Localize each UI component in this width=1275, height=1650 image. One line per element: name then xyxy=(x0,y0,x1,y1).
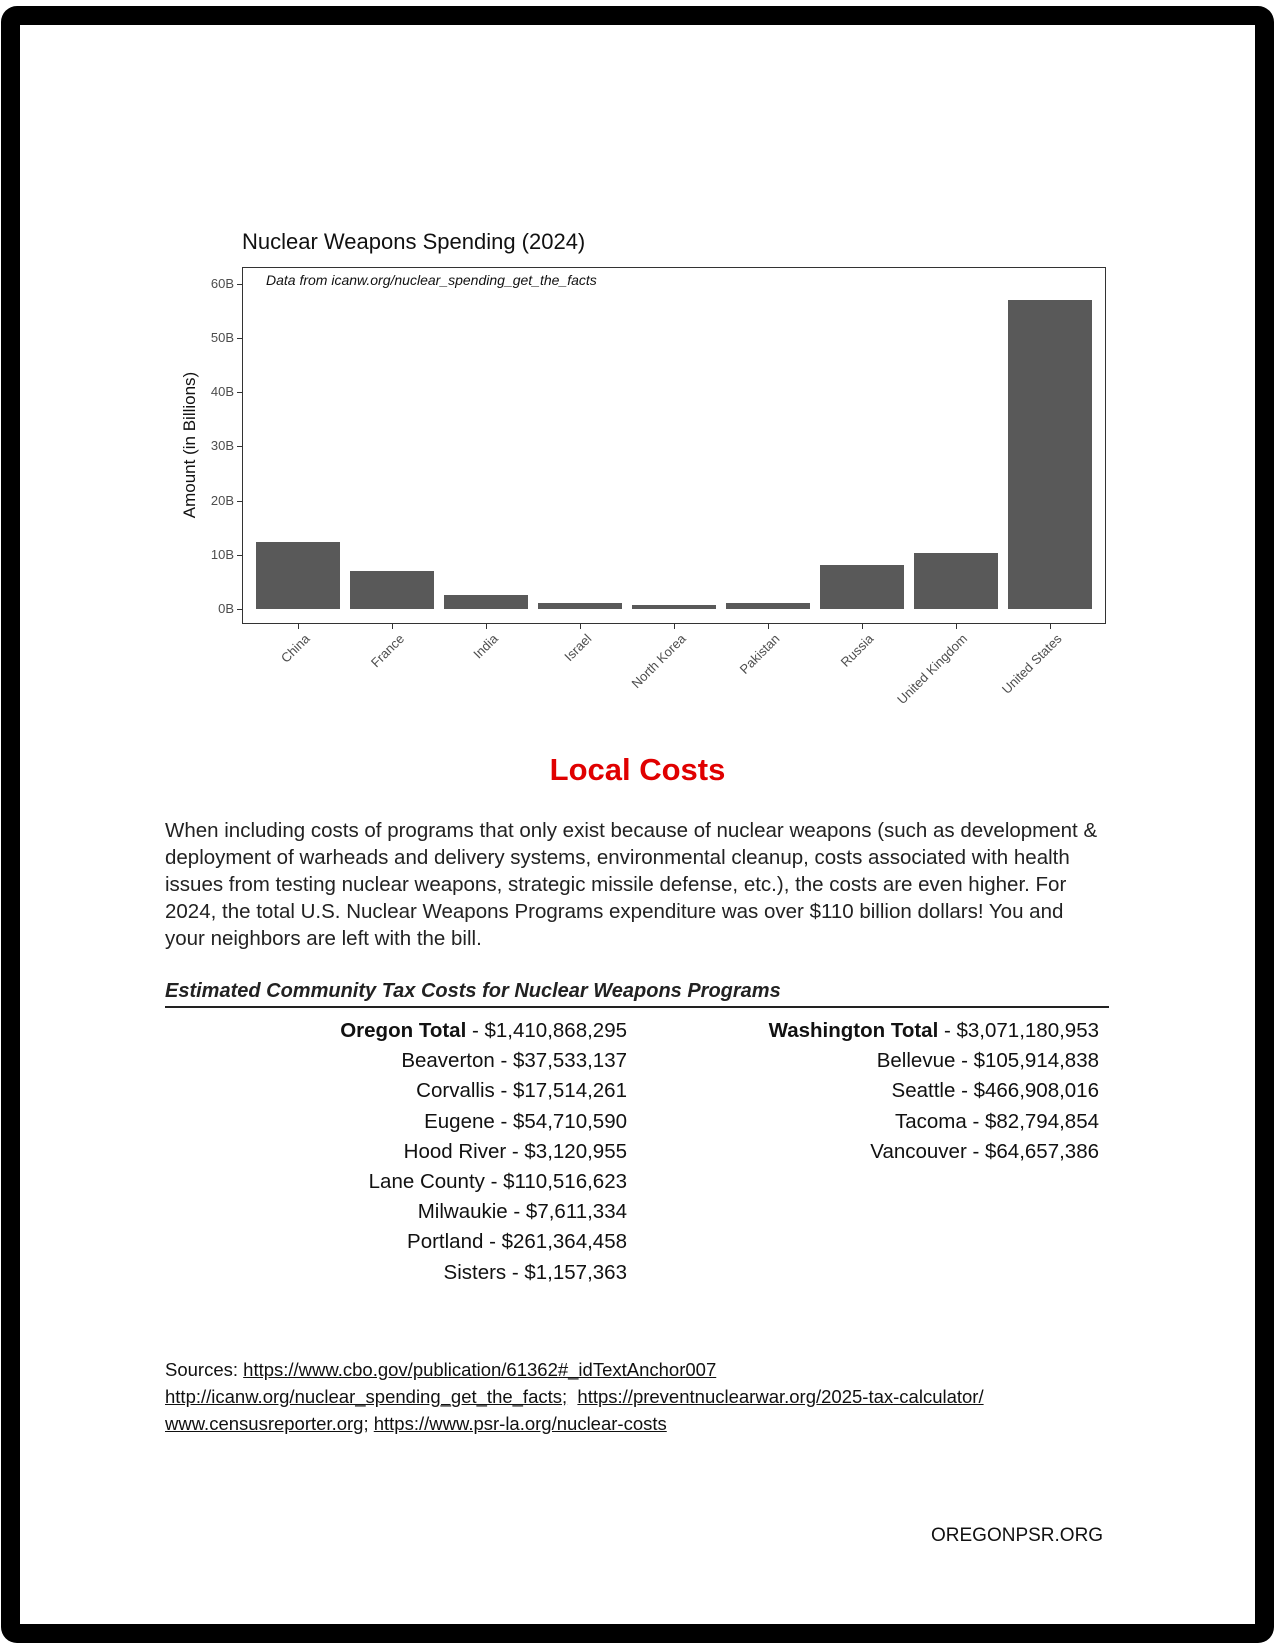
y-tick xyxy=(237,446,242,447)
section-title: Local Costs xyxy=(549,752,726,787)
y-axis-title: Amount (in Billions) xyxy=(180,371,199,519)
y-tick-label: 60B xyxy=(210,275,234,291)
x-tick xyxy=(580,624,581,629)
bar-israel xyxy=(538,603,622,609)
washington-total-value: - $3,071,180,953 xyxy=(938,1019,1099,1042)
y-tick xyxy=(237,555,242,556)
list-item: Sisters - $1,157,363 xyxy=(443,1260,627,1284)
y-tick xyxy=(237,609,242,610)
x-tick-label: Pakistan xyxy=(736,631,783,677)
list-item: Eugene - $54,710,590 xyxy=(424,1109,627,1133)
x-tick-label: China xyxy=(277,631,313,666)
list-item: Portland - $261,364,458 xyxy=(407,1230,627,1254)
y-tick-label: 0B xyxy=(218,601,234,616)
y-tick-label: 30B xyxy=(210,438,234,454)
x-tick xyxy=(486,624,487,629)
bar-united-kingdom xyxy=(914,553,998,609)
washington-total-label: Washington Total xyxy=(768,1019,939,1042)
list-item: Hood River - $3,120,955 xyxy=(403,1139,627,1163)
intro-paragraph: When including costs of programs that only exist because of nuclear weapons (such as development & deployment of warheads and delivery systems, environmental cleanup, costs associated with health issues from testing nuclear weapons, strategic missile defense, etc.), the costs are even higher. For 2024, the total U.S. Nuclear Weapons Programs expenditure was over $110 billion dollars! You and your neighbors are left with the bill. xyxy=(165,819,1098,950)
x-tick-label: North Korea xyxy=(628,631,689,692)
x-tick xyxy=(1050,624,1051,629)
source-link-icanw[interactable]: http://icanw.org/nuclear_spending_get_the_facts; xyxy=(165,1386,568,1407)
y-tick xyxy=(237,284,242,285)
bar-russia xyxy=(820,565,904,609)
source-link-psr-la[interactable]: https://www.psr-la.org/nuclear-costs xyxy=(373,1413,667,1434)
bar-india xyxy=(444,595,528,609)
bar-china xyxy=(256,542,340,609)
y-tick xyxy=(237,392,242,393)
y-tick xyxy=(237,338,242,339)
bar-north-korea xyxy=(632,605,716,609)
footer-site: OREGONPSR.ORG xyxy=(931,1525,1104,1546)
sources-label: Sources: xyxy=(165,1359,244,1380)
washington-column xyxy=(769,1016,1099,1167)
source-link-censusreporter[interactable]: www.censusreporter.org xyxy=(165,1413,364,1434)
y-tick-label: 40B xyxy=(210,384,234,400)
x-tick-label: Israel xyxy=(561,631,595,665)
list-item: Tacoma - $82,794,854 xyxy=(895,1109,1099,1133)
sources xyxy=(165,1356,984,1437)
oregon-total-label: Oregon Total xyxy=(340,1019,467,1042)
list-item: Beaverton - $37,533,137 xyxy=(401,1049,627,1073)
list-item: Lane County - $110,516,623 xyxy=(368,1170,627,1194)
x-tick-label: India xyxy=(470,631,501,662)
chart-annotation: Data from icanw.org/nuclear_spending_get_the_facts xyxy=(266,272,597,288)
y-tick-label: 20B xyxy=(210,492,234,508)
x-tick-label: United Kingdom xyxy=(894,631,971,708)
source-link-cbo[interactable]: https://www.cbo.gov/publication/61362#_idTextAnchor007 xyxy=(243,1359,717,1380)
bar-pakistan xyxy=(726,603,810,609)
list-item: Corvallis - $17,514,261 xyxy=(416,1079,627,1103)
x-tick xyxy=(956,624,957,629)
oregon-column xyxy=(340,1016,627,1288)
oregon-total-value: - $1,410,868,295 xyxy=(466,1019,627,1042)
x-tick xyxy=(674,624,675,629)
x-tick xyxy=(862,624,863,629)
y-tick-label: 10B xyxy=(210,546,234,562)
y-tick-label: 50B xyxy=(210,330,234,345)
list-item: Seattle - $466,908,016 xyxy=(891,1079,1099,1103)
list-item: Milwaukie - $7,611,334 xyxy=(417,1200,627,1224)
source-separator: ; xyxy=(363,1413,374,1434)
x-tick xyxy=(768,624,769,629)
x-tick xyxy=(298,624,299,629)
washington-total-row xyxy=(769,1016,1099,1046)
heading-rule xyxy=(165,1006,1109,1008)
x-tick-label: France xyxy=(367,631,408,671)
y-tick xyxy=(237,501,242,502)
chart-title: Nuclear Weapons Spending (2024) xyxy=(242,229,586,254)
x-tick-label: Russia xyxy=(837,631,877,670)
x-tick xyxy=(392,624,393,629)
list-item: Bellevue - $105,914,838 xyxy=(876,1049,1099,1073)
x-tick-label: United States xyxy=(998,631,1065,697)
source-link-preventnuclearwar[interactable]: https://preventnuclearwar.org/2025-tax-calculator/ xyxy=(577,1386,984,1407)
list-item: Vancouver - $64,657,386 xyxy=(870,1139,1099,1163)
tax-costs-heading: Estimated Community Tax Costs for Nuclear Weapons Programs xyxy=(165,980,781,1002)
bar-united-states xyxy=(1008,300,1092,609)
bar-france xyxy=(350,571,434,609)
oregon-total-row xyxy=(340,1016,627,1046)
